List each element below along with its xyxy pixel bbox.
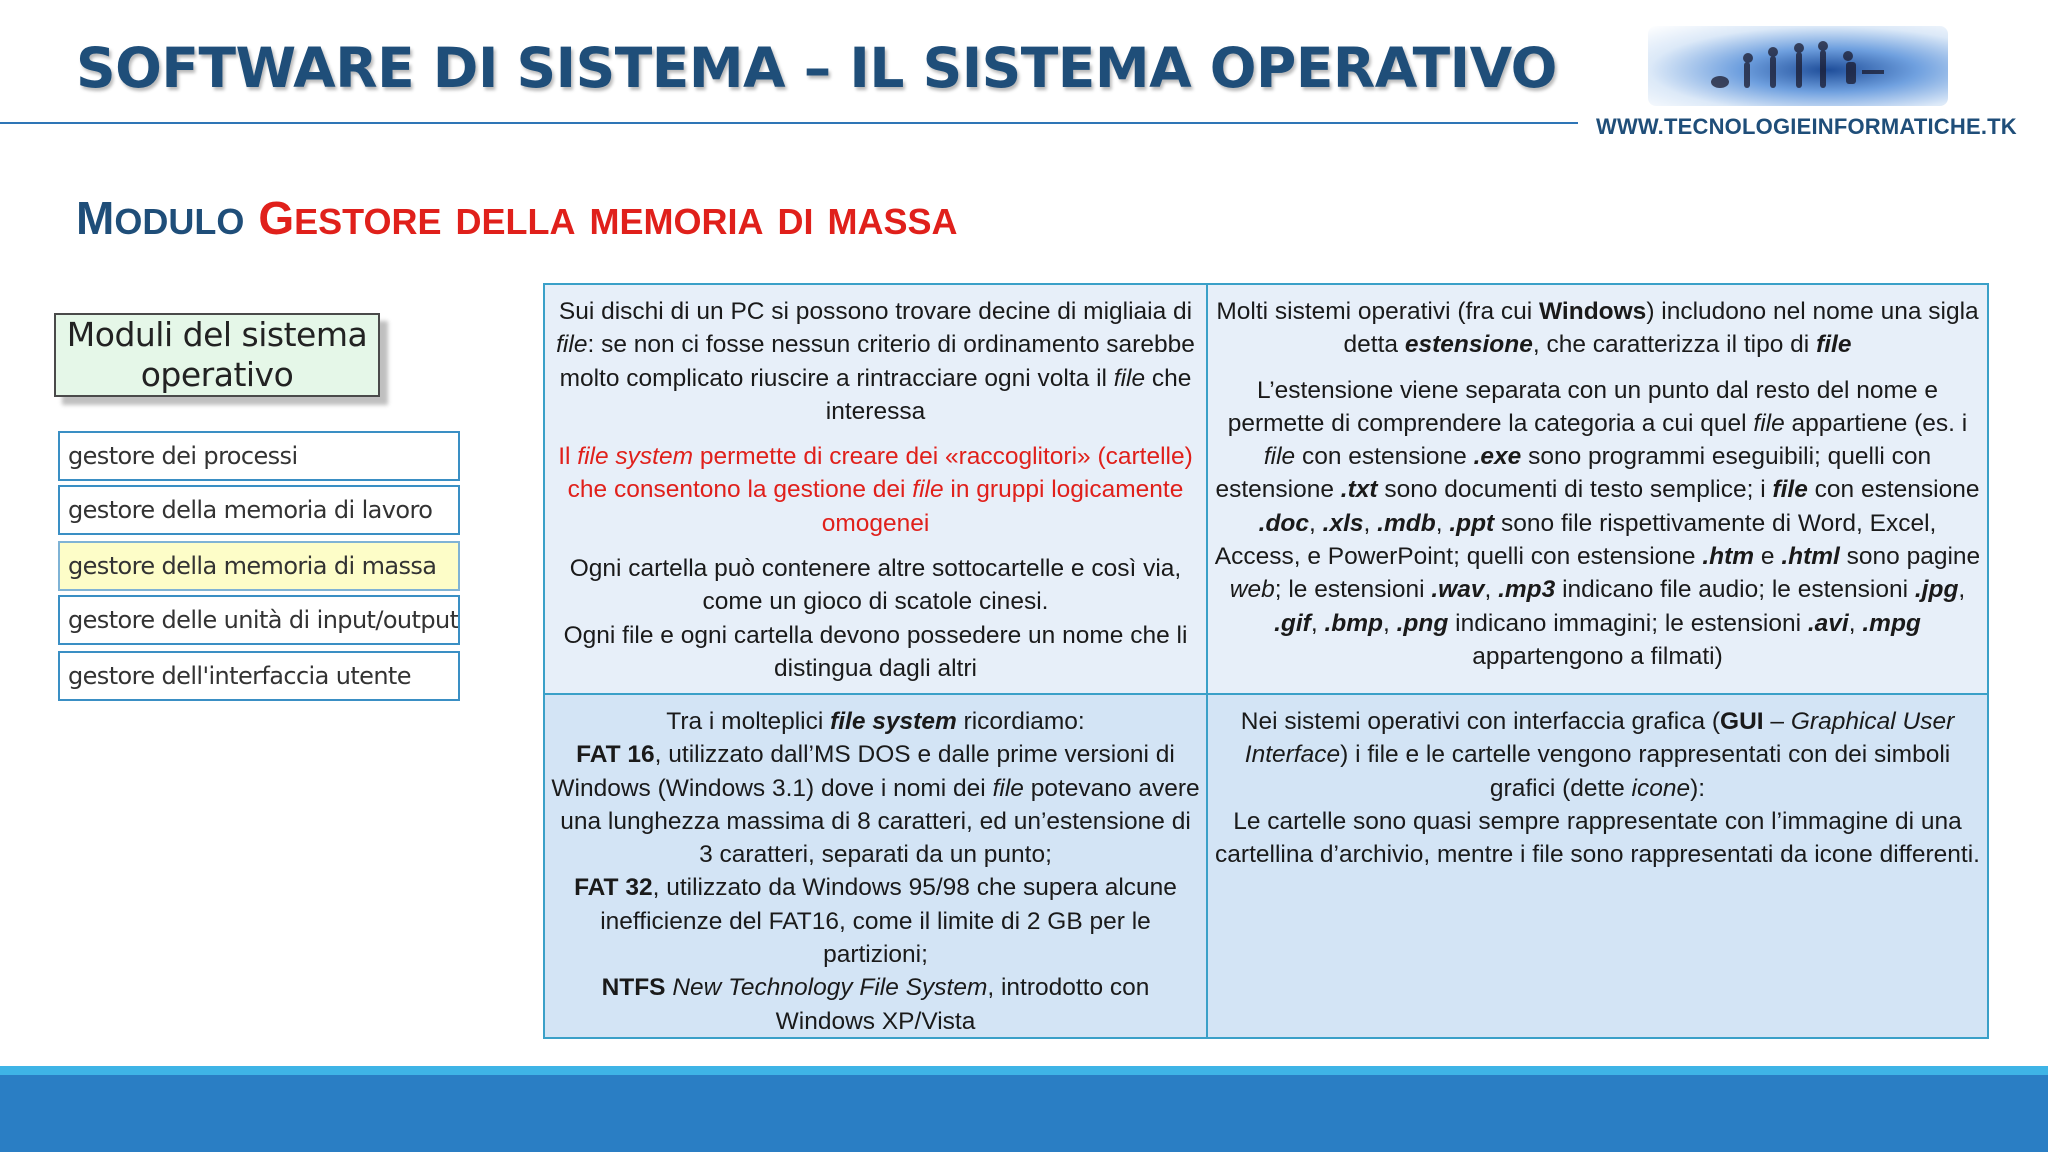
paragraph-fs-intro: Tra i molteplici file system ricordiamo: bbox=[666, 708, 1085, 735]
slide-title: SOFTWARE DI SISTEMA – IL SISTEMA OPERATIVO bbox=[76, 36, 1557, 100]
module-item-working-memory: gestore della memoria di lavoro bbox=[58, 485, 460, 535]
cell-file-system-types bbox=[545, 693, 1206, 1037]
paragraph-fat16: FAT 16, utilizzato dall’MS DOS e dalle prime versioni di Windows (Windows 3.1) dove i nomi dei file potevano avere una lunghezza massima di 8 caratteri, ed un’estensione di 3 caratteri, separati da un punto; bbox=[551, 741, 1200, 869]
modules-list bbox=[58, 431, 460, 705]
title-divider bbox=[0, 122, 1578, 124]
footer-band bbox=[0, 1075, 2048, 1152]
paragraph-extension-intro: Molti sistemi operativi (fra cui Windows) includono nel nome una sigla detta estensione, che caratterizza il tipo di file bbox=[1216, 298, 1979, 359]
modules-header-box: Moduli del sistema operativo bbox=[54, 313, 380, 397]
section-subtitle: MODULO GESTORE DELLA MEMORIA DI MASSA bbox=[76, 192, 958, 244]
paragraph-fat32: FAT 32, utilizzato da Windows 95/98 che supera alcune inefficienze del FAT16, come il limite di 2 GB per le partizioni; bbox=[574, 874, 1177, 969]
paragraph-extension-examples: L’estensione viene separata con un punto dal resto del nome e permette di comprendere la categoria a cui quel file appartiene (es. i file con estensione .exe sono programmi eseguibili; quelli con estensione .txt sono documenti di testo semplice; i file con estensione .doc, .xls, .mdb, .ppt sono file rispettivamente di Word, Excel, Access, e PowerPoint; quelli con estensione .htm e .html sono pagine web; le estensioni .wav, .mp3 indicano file audio; le estensioni .jpg, .gif, .bmp, .png indicano immagini; le estensioni .avi, .mpg appartengono a filmati) bbox=[1214, 376, 1981, 670]
paragraph-gui-intro: Nei sistemi operativi con interfaccia grafica (GUI – Graphical User Interface) i file e le cartelle vengono rappresentati con dei simboli grafici (dette icone): bbox=[1240, 708, 1955, 802]
paragraph-file-system: Il file system permette di creare dei «raccoglitori» (cartelle) che consentono la gestione dei file in gruppi logicamente omogenei bbox=[558, 443, 1193, 537]
module-item-io-units: gestore delle unità di input/output bbox=[58, 595, 460, 645]
footer-stripe bbox=[0, 1066, 2048, 1075]
module-item-mass-storage: gestore della memoria di massa bbox=[58, 541, 460, 591]
paragraph-folder-icons: Le cartelle sono quasi sempre rappresentate con l’immagine di una cartellina d’archivio, mentre i file sono rappresentati da icone differenti. bbox=[1215, 807, 1980, 869]
os-modules-diagram bbox=[54, 268, 464, 708]
cell-file-organization bbox=[545, 285, 1206, 693]
paragraph-unique-names: Ogni file e ogni cartella devono possedere un nome che li distingua dagli altri bbox=[563, 621, 1188, 682]
evolution-logo-icon bbox=[1648, 26, 1948, 106]
paragraph-ntfs: NTFS New Technology File System, introdotto con Windows XP/Vista bbox=[601, 974, 1150, 1035]
paragraph-subfolders: Ogni cartella può contenere altre sottocartelle e così via, come un gioco di scatole cinesi. bbox=[569, 555, 1182, 616]
module-item-user-interface: gestore dell'interfaccia utente bbox=[58, 651, 460, 701]
cell-gui-icons bbox=[1206, 693, 1987, 1037]
paragraph-file-count: Sui dischi di un PC si possono trovare decine di migliaia di file: se non ci fosse nessun criterio di ordinamento sarebbe molto complicato riuscire a rintracciare ogni volta il file che interessa bbox=[556, 298, 1195, 425]
module-item-processes: gestore dei processi bbox=[58, 431, 460, 481]
content-table bbox=[543, 283, 1989, 1039]
cell-file-extensions bbox=[1206, 285, 1987, 693]
website-url[interactable]: WWW.TECNOLOGIEINFORMATICHE.TK bbox=[1596, 114, 2017, 139]
